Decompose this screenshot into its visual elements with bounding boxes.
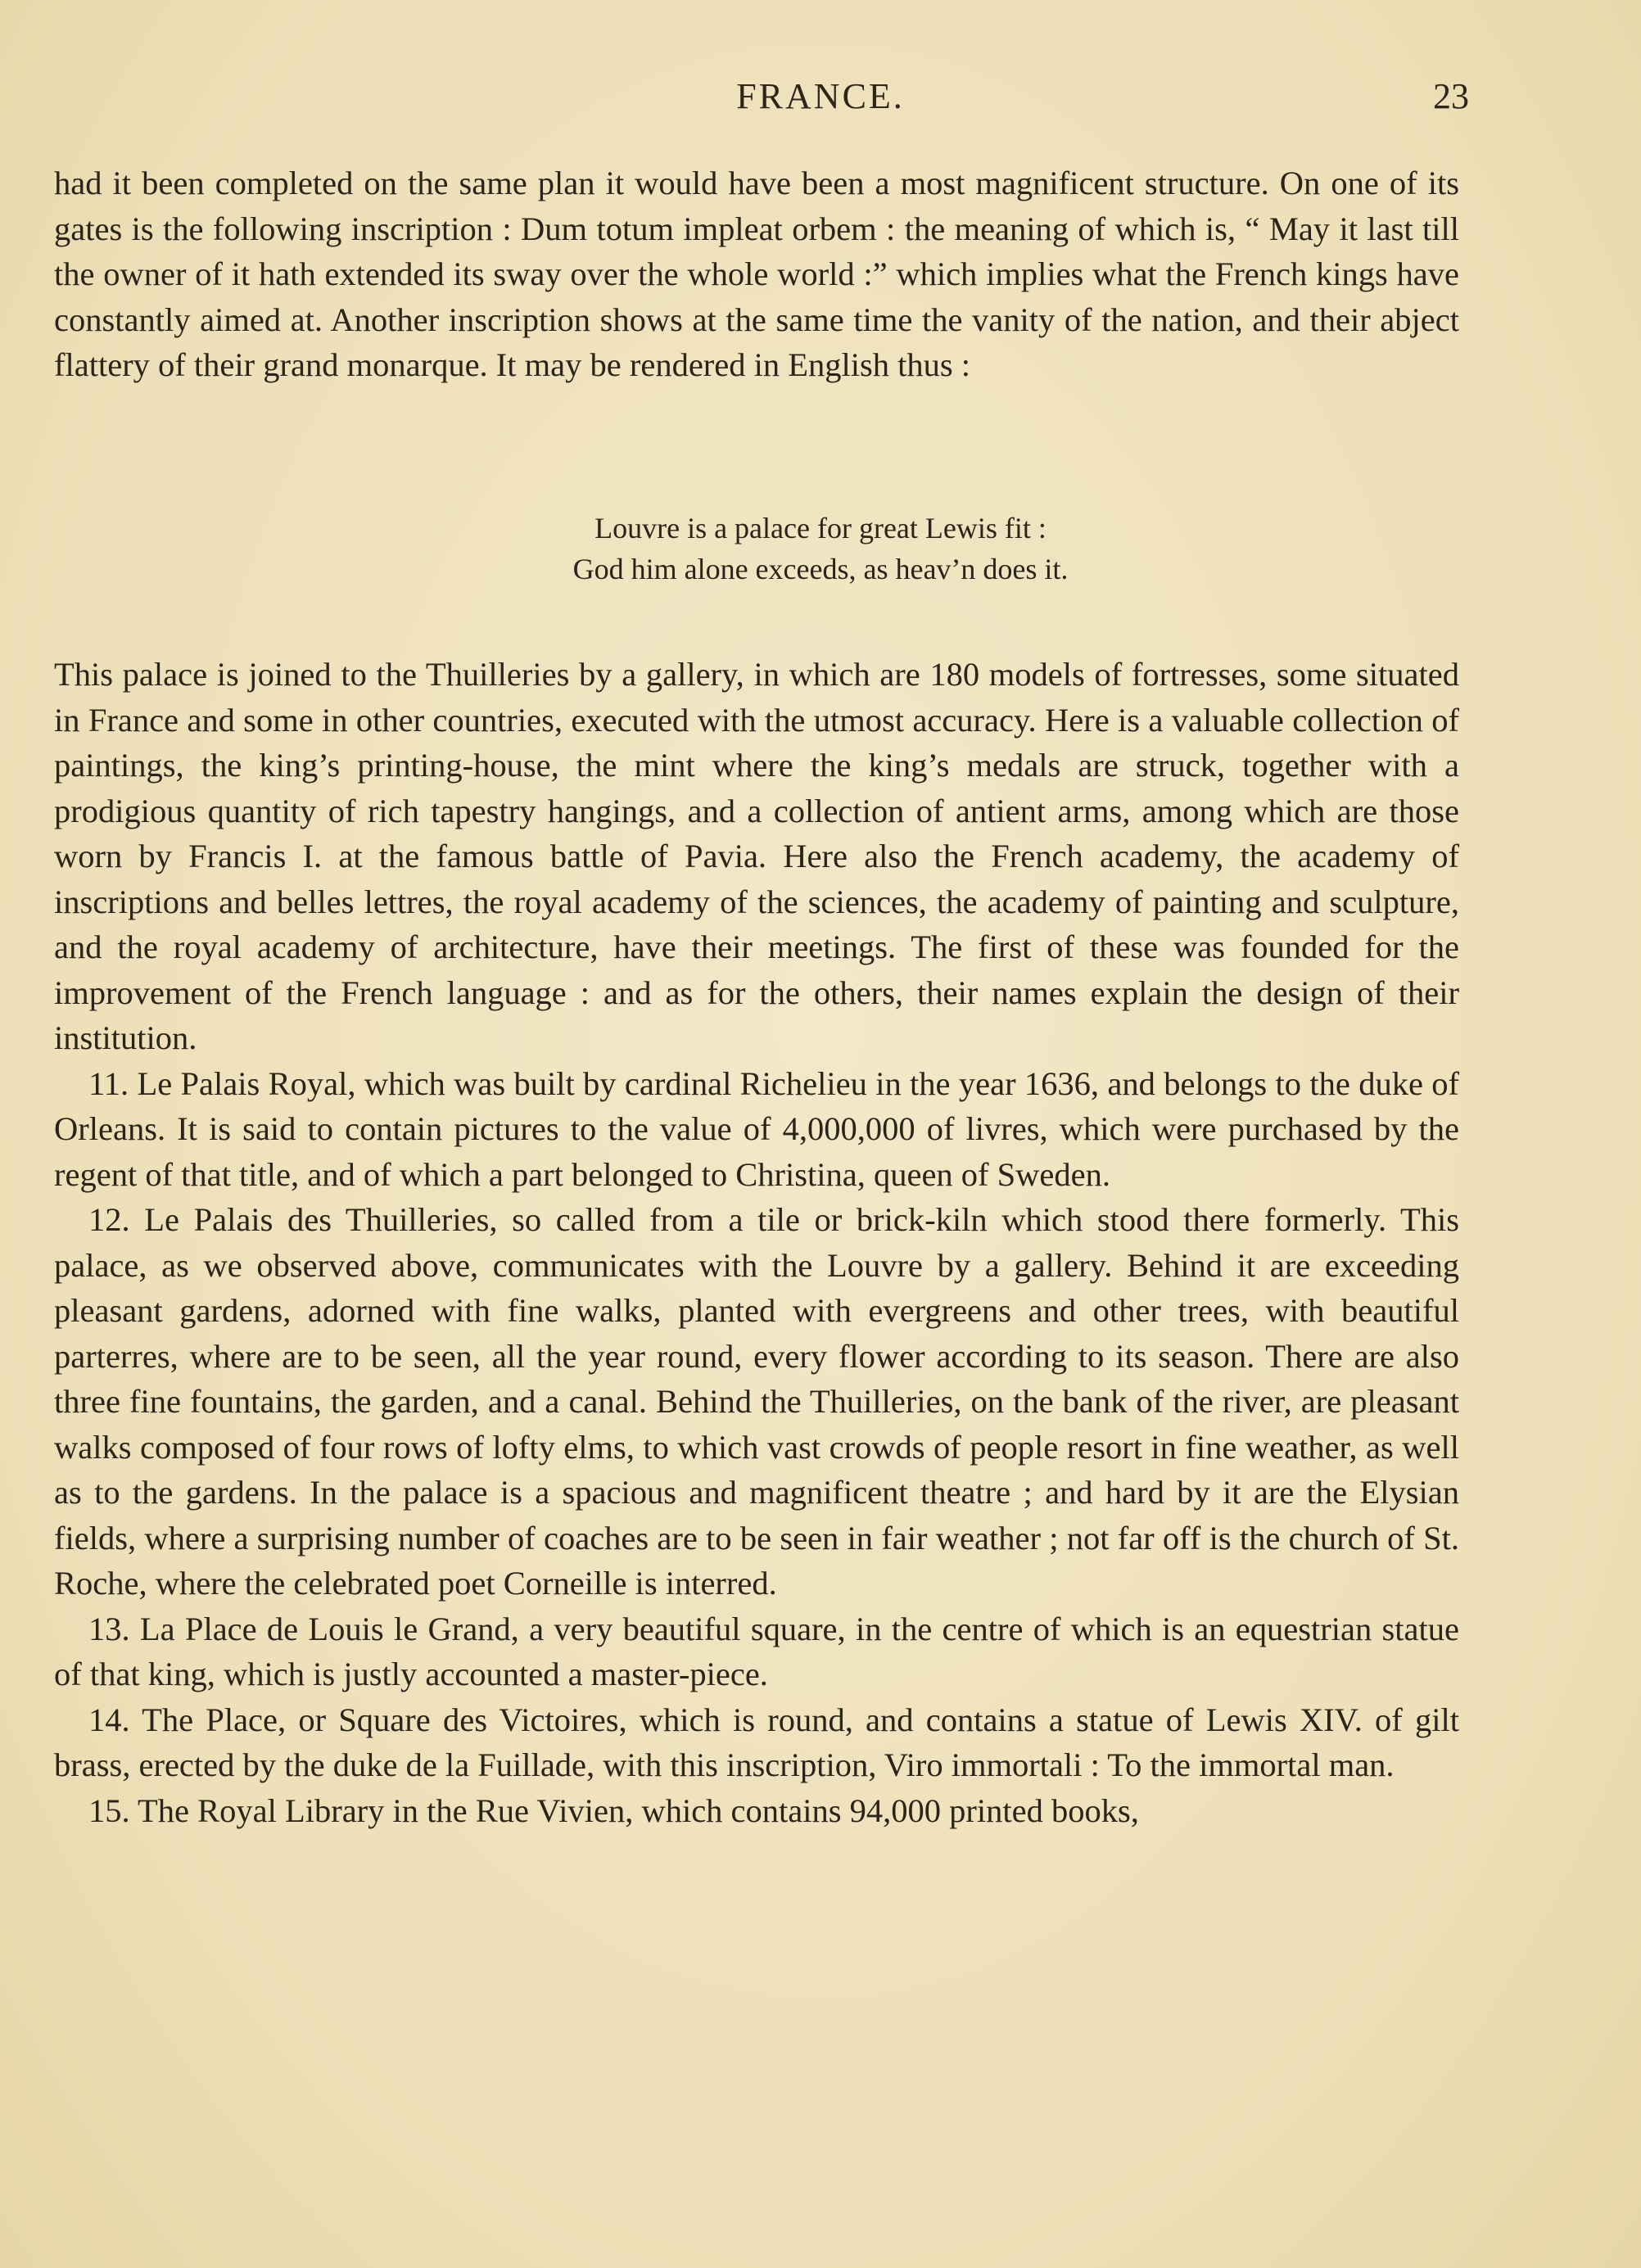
intro-paragraph: had it been completed on the same plan it would have been a most magnificent structure. On one of its gates is the following inscription : Dum totum impleat orbem : the meaning of which is, “ May it last till the owner of it hath extended its sway over the whole world :” which implies what the French kings have constantly aimed at. Another inscription shows at the same time the vanity of the nation, and their abject flattery of their grand monarque. It may be rendered in English thus : [54, 165, 1459, 383]
paragraph-thuilleries: 12. Le Palais des Thuilleries, so called from a tile or brick-kiln which stood there formerly. This palace, as we observed above, communicates with the Louvre by a gallery. Behind it are exceeding pleasant gardens, adorned with fine walks, planted with evergreens and other trees, with beautiful parterres, where are to be seen, all the year round, every flower according to its season. There are also three fine fountains, the garden, and a canal. Behind the Thuilleries, on the bank of the river, are pleasant walks composed of four rows of lofty elms, to which vast crowds of people resort in fine weather, as well as to the gardens. In the palace is a spacious and magnificent theatre ; and hard by it are the Elysian fields, where a surprising number of coaches are to be seen in fair weather ; not far off is the church of St. Roche, where the celebrated poet Corneille is interred. [54, 1201, 1459, 1602]
page-header [0, 75, 1641, 124]
paragraph-royal-library: 15. The Royal Library in the Rue Vivien, which contains 94,000 printed books, [88, 1791, 1139, 1829]
running-title: FRANCE. [736, 76, 905, 116]
verse-line-1: Louvre is a palace for great Lewis fit : [594, 512, 1047, 544]
paragraph-place-victoires: 14. The Place, or Square des Victoires, which is round, and contains a statue of Lewis XIV. of gilt brass, erected by the duke de la Fuillade, with this inscription, Viro immortali : To the immortal man. [54, 1701, 1459, 1783]
intro-text-block [54, 160, 1459, 388]
main-text-block [54, 652, 1459, 1833]
verse-inscription [0, 508, 1641, 590]
page-number: 23 [1433, 76, 1469, 116]
verse-line-2: God him alone exceeds, as heav’n does it. [572, 553, 1069, 585]
paragraph-palais-royal: 11. Le Palais Royal, which was built by cardinal Richelieu in the year 1636, and belongs to the duke of Orleans. It is said to contain pictures to the value of 4,000,000 of livres, which were purchased by the regent of that title, and of which a part belonged to Christina, queen of Sweden. [54, 1064, 1459, 1193]
paragraph-place-louis: 13. La Place de Louis le Grand, a very beautiful square, in the centre of which is an equestrian statue of that king, which is justly accounted a master-piece. [54, 1610, 1459, 1692]
paragraph-palace-gallery: This palace is joined to the Thuilleries by a gallery, in which are 180 models of fortresses, some situated in France and some in other countries, executed with the utmost accuracy. Here is a valuable collection of paintings, the king’s printing-house, the mint where the king’s medals are struck, together with a prodigious quantity of rich tapestry hangings, and a collection of antient arms, among which are those worn by Francis I. at the famous battle of Pavia. Here also the French academy, the academy of inscriptions and belles lettres, the royal academy of the sciences, the academy of painting and sculpture, and the royal academy of architecture, have their meetings. The first of these was founded for the improvement of the French language : and as for the others, their names explain the design of their institution. [54, 656, 1459, 1056]
